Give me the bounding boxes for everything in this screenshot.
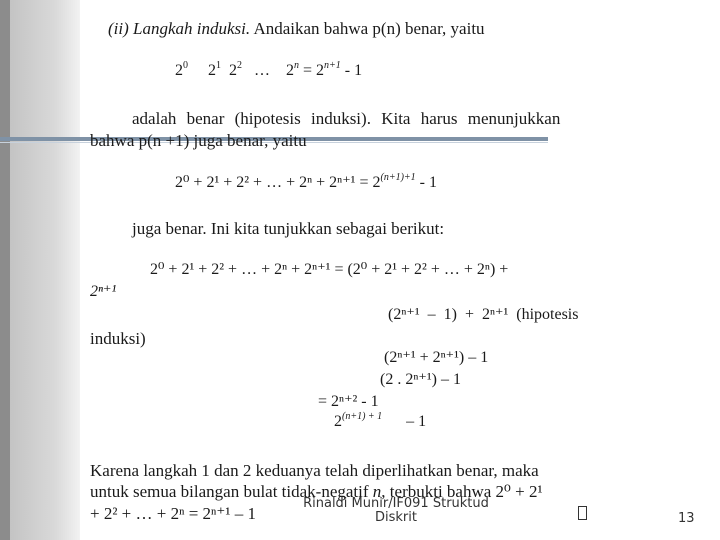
equation-hypothesis <box>175 60 363 79</box>
conclusion-line3: + 2² + … + 2ⁿ = 2ⁿ⁺¹ – 1 <box>90 504 256 523</box>
eq8-tail: – 1 <box>406 413 427 430</box>
paragraph-hypothesis-line2: bahwa p(n +1) juga benar, yaitu <box>90 131 307 150</box>
footer-author <box>292 497 500 526</box>
conclusion-line1: Karena langkah 1 dan 2 keduanya telah diperlihatkan benar, maka <box>90 461 539 480</box>
footer-author-line2: Diskrit <box>375 510 417 526</box>
heading <box>108 20 485 37</box>
eq2-lhs: 2⁰ + 2¹ + 2² + … + 2ⁿ + 2ⁿ⁺¹ <box>175 174 356 191</box>
eq1-term-a: 2 <box>175 62 183 79</box>
eq1-ellipsis: … <box>254 62 270 79</box>
eq1-equals: = <box>303 62 313 79</box>
equation-expansion-line2: 2ⁿ⁺¹ <box>90 283 117 300</box>
left-dark-stripe <box>0 0 10 540</box>
left-gray-stripe <box>0 0 80 540</box>
equation-step-product: (2 . 2ⁿ⁺¹) – 1 <box>380 371 461 388</box>
eq1-term-b: 2 <box>208 62 216 79</box>
eq1-sup-d: n <box>294 60 299 71</box>
equation-expansion-line1: 2⁰ + 2¹ + 2² + … + 2ⁿ + 2ⁿ⁺¹ = (2⁰ + 2¹ + 2² + … + 2ⁿ) + <box>150 261 509 278</box>
eq2-rhs-sup: (n+1)+1 <box>380 172 416 183</box>
conclusion-line2-b: , terbukti bahwa 2⁰ + 2¹ <box>381 482 543 501</box>
conclusion-variable-n: n <box>372 482 382 501</box>
footer-author-line1: Rinaldi Munir/IF091 Struktud <box>303 496 489 511</box>
qed-box-icon <box>578 506 587 520</box>
paragraph-show: juga benar. Ini kita tunjukkan sebagai berikut: <box>132 219 445 238</box>
eq1-term-e: 2 <box>316 62 325 79</box>
heading-text: Andaikan bahwa p(n) benar, yaitu <box>253 19 485 38</box>
eq1-sup-b: 1 <box>216 60 221 71</box>
eq2-rhs: = 2 <box>359 174 381 191</box>
page-number: 13 <box>678 511 695 526</box>
equation-step-hypothesis: (2ⁿ⁺¹ – 1) + 2ⁿ⁺¹ (hipotesis <box>388 306 579 323</box>
equation-step-sum: (2ⁿ⁺¹ + 2ⁿ⁺¹) – 1 <box>384 349 489 366</box>
eq1-term-c: 2 <box>229 62 237 79</box>
eq2-tail: - 1 <box>419 174 437 191</box>
eq8-sup: (n+1) + 1 <box>342 411 383 422</box>
eq1-tail: - 1 <box>344 62 363 79</box>
heading-label: (ii) Langkah induksi. <box>108 19 251 38</box>
eq8-base: 2 <box>334 413 342 430</box>
paragraph-hypothesis-line1: adalah benar (hipotesis induksi). Kita harus menunjukkan <box>132 109 561 128</box>
equation-step-power: = 2ⁿ⁺² - 1 <box>318 393 379 410</box>
conclusion-line2-a: untuk semua bilangan bulat tidak-negatif <box>90 482 369 501</box>
eq1-term-d: 2 <box>286 62 294 79</box>
eq1-sup-a: 0 <box>183 60 188 71</box>
equation-step-hypothesis-cont: induksi) <box>90 329 146 348</box>
eq1-sup-c: 2 <box>237 60 242 71</box>
eq1-sup-e: n+1 <box>324 60 341 71</box>
equation-goal <box>175 172 437 191</box>
equation-step-final <box>334 411 427 430</box>
